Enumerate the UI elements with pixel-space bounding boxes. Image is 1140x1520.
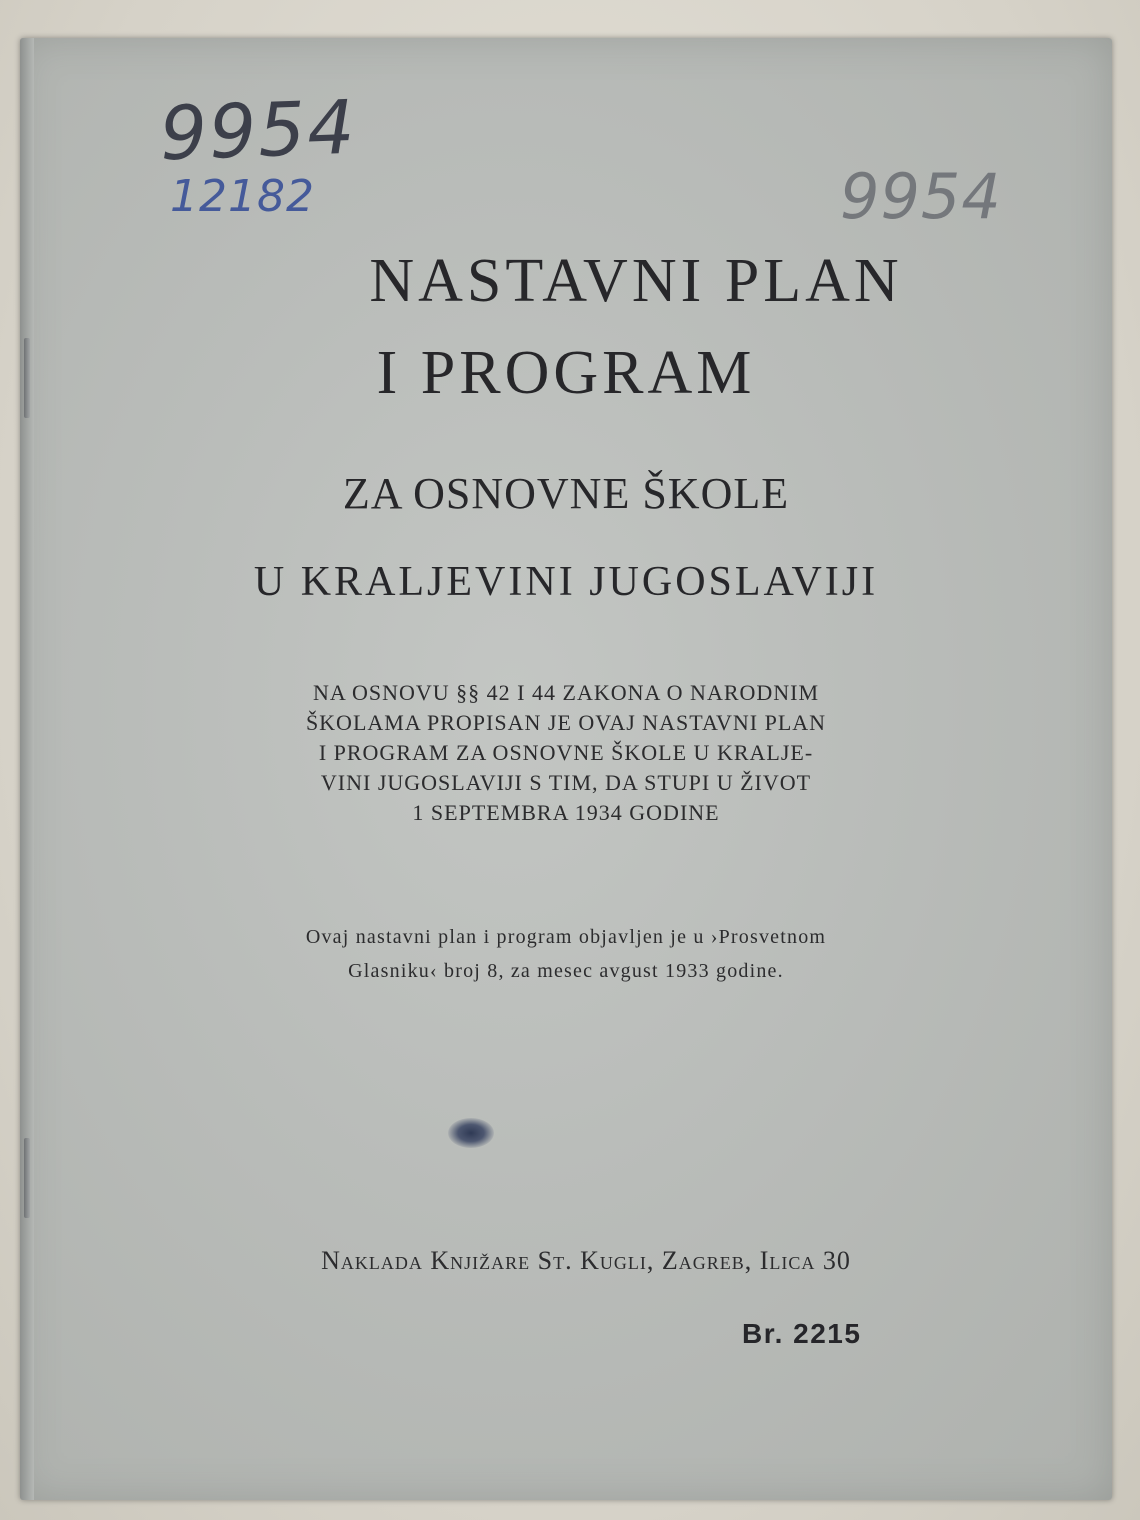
handwritten-inventory-number: 12182 bbox=[170, 171, 315, 222]
publication-note-line: Ovaj nastavni plan i program objavljen je u ›Prosvetnom bbox=[305, 926, 827, 948]
decree-line: I PROGRAM ZA OSNOVNE ŠKOLE U KRALJE- bbox=[318, 740, 814, 765]
publisher-line: Naklada Knjižare St. Kugli, Zagreb, Ilica 30 bbox=[321, 1246, 851, 1275]
subtitle-line-1: ZA OSNOVNE ŠKOLE bbox=[342, 469, 790, 518]
publication-note bbox=[20, 920, 1112, 988]
decree-line: 1 SEPTEMBRA 1934 GODINE bbox=[412, 800, 720, 825]
title-line-2: I PROGRAM bbox=[376, 339, 756, 407]
publication-note-line: Glasniku‹ broj 8, za mesec avgust 1933 godine. bbox=[348, 960, 784, 982]
decree-line: ŠKOLAMA PROPISAN JE OVAJ NASTAVNI PLAN bbox=[305, 710, 827, 735]
handwritten-catalog-number: 9954 bbox=[158, 84, 358, 178]
decree-line: NA OSNOVU §§ 42 I 44 ZAKONA O NARODNIM bbox=[312, 680, 820, 705]
pencil-catalog-number: 9954 bbox=[840, 160, 1002, 233]
booklet-cover bbox=[20, 38, 1112, 1500]
staple-bottom bbox=[24, 1138, 30, 1218]
subtitle-line-2: U KRALJEVINI JUGOSLAVIJI bbox=[253, 559, 879, 605]
ink-stain bbox=[448, 1118, 494, 1148]
decree-paragraph bbox=[20, 678, 1112, 828]
catalog-number: Br. 2215 bbox=[742, 1318, 862, 1349]
title-line-1: NASTAVNI PLAN bbox=[369, 247, 903, 315]
decree-line: VINI JUGOSLAVIJI S TIM, DA STUPI U ŽIVOT bbox=[320, 770, 812, 795]
